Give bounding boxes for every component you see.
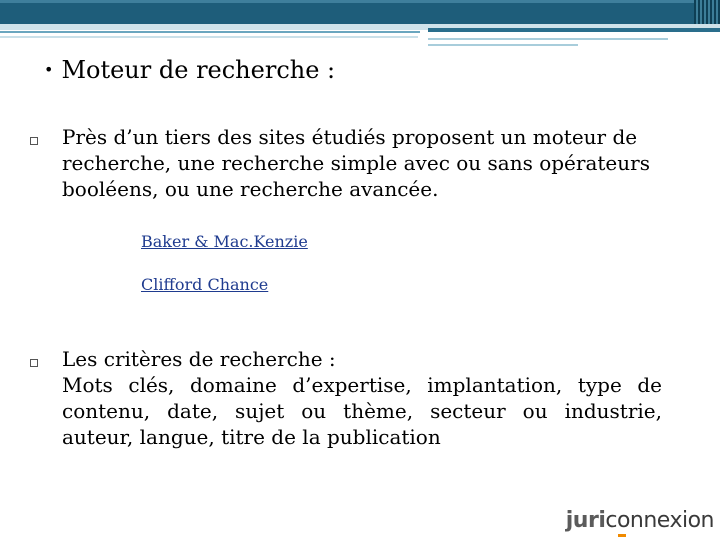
header-line: [428, 38, 668, 40]
logo-part-juri: juri: [565, 508, 606, 533]
link-baker-mackenzie[interactable]: Baker & Mac.Kenzie: [141, 232, 308, 251]
bullet-dot: •: [44, 60, 54, 79]
header-line: [0, 31, 420, 33]
header-line: [428, 28, 720, 32]
criteria-body: Mots clés, domaine d’expertise, implantation, type de contenu, date, sujet ou thème, secteur ou industrie, auteur, langue, titre de la publication: [62, 373, 662, 449]
square-bullet-icon: [30, 359, 38, 367]
juriconnexion-logo: [566, 508, 714, 533]
header-line: [428, 44, 578, 46]
slide-title-text: Moteur de recherche :: [61, 56, 336, 84]
header-bar: [0, 0, 720, 24]
paragraph-search-criteria: [62, 346, 662, 450]
logo-accent: [618, 534, 626, 537]
slide-title: [44, 56, 335, 84]
header-line: [0, 36, 418, 38]
header-bar-highlight: [0, 0, 720, 3]
square-bullet-icon: [30, 137, 38, 145]
link-clifford-chance[interactable]: Clifford Chance: [141, 275, 269, 294]
criteria-heading: Les critères de recherche :: [62, 347, 336, 371]
paragraph-search-engine: Près d’un tiers des sites étudiés proposent un moteur de recherche, une recherche simple avec ou sans opérateurs booléens, ou une recherche avancée.: [62, 125, 650, 201]
logo-part-connexion: connexion: [605, 508, 714, 533]
